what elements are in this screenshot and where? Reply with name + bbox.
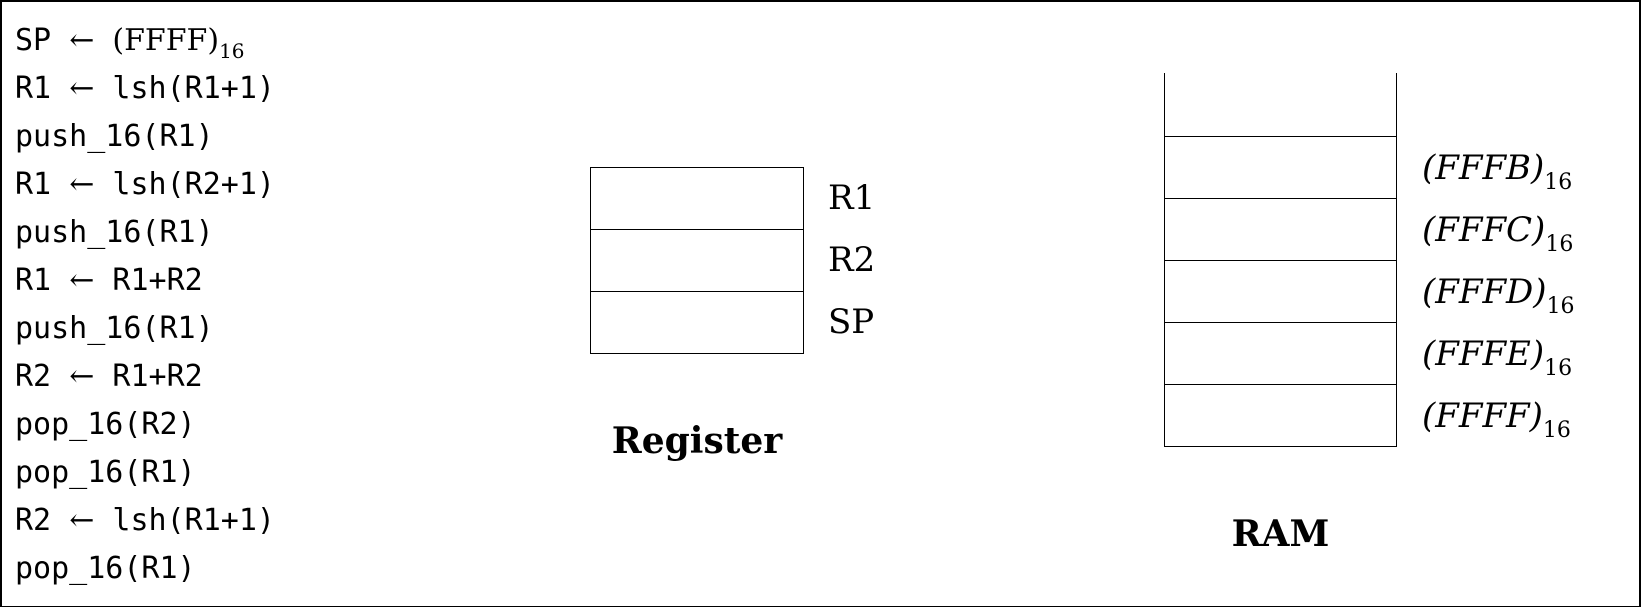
code-line: R1 ← lsh(R1+1) [15,71,275,106]
ram-address-fffe: $(FFFE)_{16}$ [1422,334,1573,381]
ram-cell-fffb [1165,137,1396,199]
ram-cell-fffe [1165,323,1396,385]
code-line: push_16(R1) [15,311,214,346]
code-line: pop_16(R1) [15,455,196,490]
code-line: push_16(R1) [15,215,214,250]
ram-cell-fffc [1165,199,1396,261]
code-listing [15,17,275,593]
ram-address-ffff: $(FFFF)_{16}$ [1422,396,1571,443]
ram-address-fffb: $(FFFB)_{16}$ [1422,148,1573,195]
code-line: pop_16(R2) [15,407,196,442]
code-line: R1 ← lsh(R2+1) [15,167,275,202]
ram-cell-open-top [1165,73,1396,137]
code-line: SP ← $(FFFF)_{16}$ [15,23,245,63]
code-line: R2 ← R1+R2 [15,359,203,394]
code-line: pop_16(R1) [15,551,196,586]
ram-address-fffd: $(FFFD)_{16}$ [1422,272,1575,319]
register-cell-r2 [591,230,803,292]
code-line: R1 ← R1+R2 [15,263,203,298]
code-line: R2 ← lsh(R1+1) [15,503,275,538]
register-label-sp: SP [828,302,875,342]
ram-table [1164,73,1397,447]
register-table [590,167,804,354]
code-line: push_16(R1) [15,119,214,154]
ram-cell-ffff [1165,385,1396,447]
ram-caption: RAM [1231,513,1330,555]
register-label-r2: R2 [828,240,876,280]
register-label-r1: R1 [828,178,876,218]
ram-cell-fffd [1165,261,1396,323]
register-cell-sp [591,292,803,354]
register-cell-r1 [591,168,803,230]
ram-address-fffc: $(FFFC)_{16}$ [1422,210,1574,257]
register-caption: Register [611,420,783,462]
